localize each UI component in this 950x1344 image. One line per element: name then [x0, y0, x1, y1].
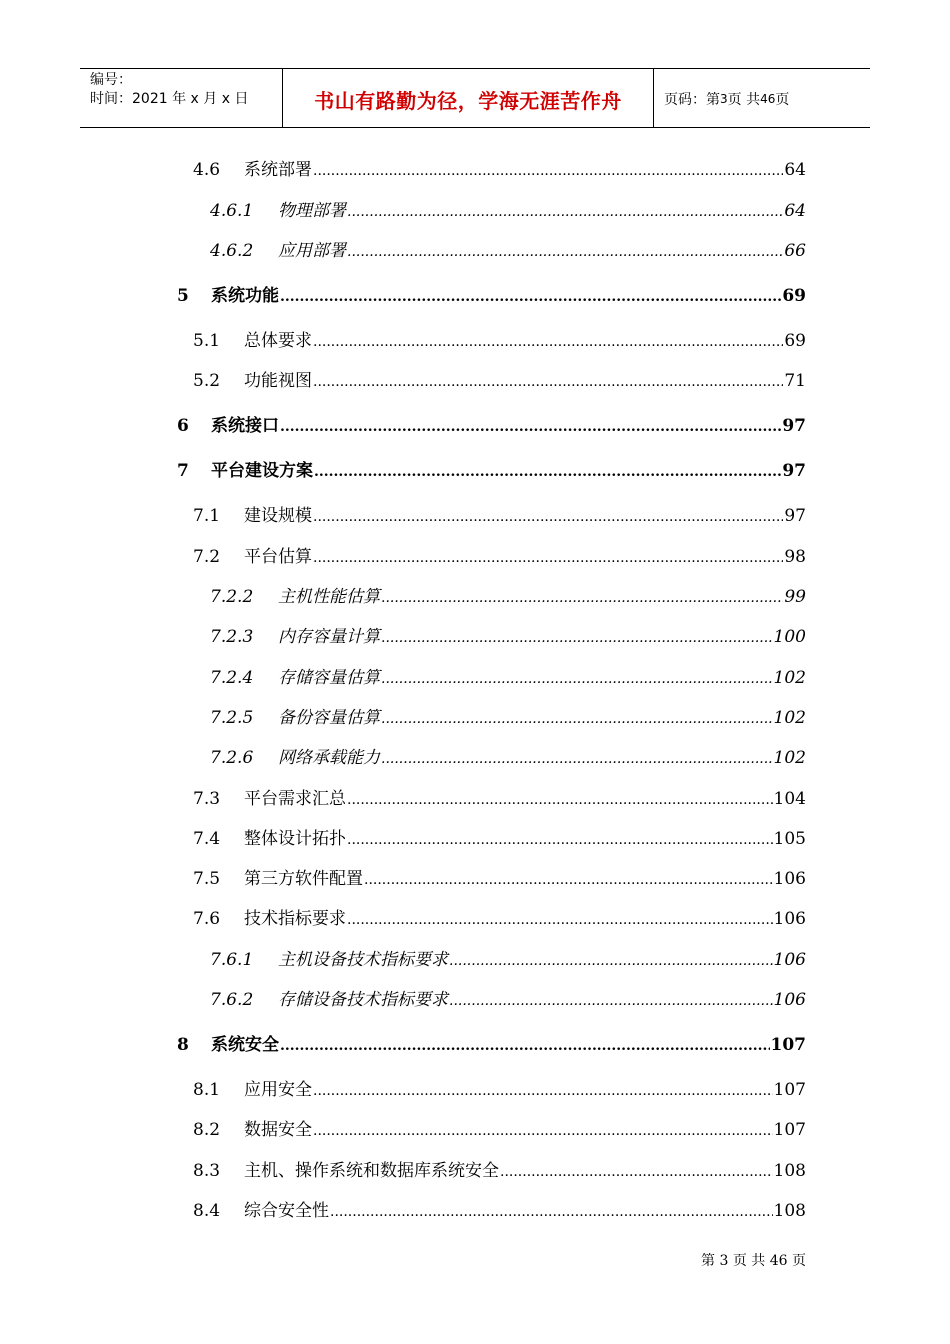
- toc-entry-number: 5.1: [193, 331, 221, 351]
- toc-entry-title: 主机性能估算: [278, 587, 380, 607]
- toc-entry-title: 系统部署: [244, 160, 312, 180]
- toc-entry-number: 7.4: [193, 829, 221, 849]
- header-page-info: [654, 69, 870, 127]
- toc-entry-page: 69: [782, 286, 806, 306]
- page-header: [80, 68, 870, 128]
- toc-entry-page: 107: [773, 1120, 806, 1140]
- toc-entry-page: 106: [773, 909, 806, 929]
- toc-entry-number: 7.2: [193, 547, 221, 567]
- toc-entry-page: 98: [784, 547, 806, 567]
- toc-entry[interactable]: [193, 1196, 806, 1220]
- serial-label: 编号：: [90, 72, 132, 88]
- toc-entry-number: 7.3: [193, 789, 221, 809]
- toc-entry[interactable]: [177, 281, 806, 305]
- toc-entry-page: 99: [784, 587, 806, 607]
- header-page-prefix: 页码：第: [664, 92, 720, 108]
- header-page-mid: 页 共: [727, 92, 761, 108]
- header-page-current: 3: [720, 92, 728, 106]
- time-label: 时间：2021 年 x 月 x 日: [90, 91, 249, 107]
- toc-entry-number: 7.2.6: [210, 748, 254, 768]
- toc-entry[interactable]: [210, 663, 806, 687]
- footer-total: 46: [769, 1253, 788, 1269]
- toc-leader-dots: [381, 630, 773, 646]
- toc-entry-page: 107: [770, 1035, 806, 1055]
- header-page-total: 46: [760, 92, 776, 106]
- toc-entry[interactable]: [193, 1156, 806, 1180]
- toc-entry-title: 内存容量计算: [278, 627, 380, 647]
- toc-leader-dots: [347, 204, 783, 220]
- toc-leader-dots: [280, 1038, 770, 1054]
- toc-entry-page: 71: [784, 371, 806, 391]
- footer-prefix: 第: [700, 1253, 715, 1269]
- toc-leader-dots: [381, 590, 783, 606]
- toc-entry-title: 建设规模: [244, 506, 312, 526]
- toc-leader-dots: [381, 671, 773, 687]
- header-motto-cell: [282, 69, 654, 127]
- toc-entry-page: 64: [784, 160, 806, 180]
- toc-leader-dots: [313, 334, 783, 350]
- toc-entry[interactable]: [210, 703, 806, 727]
- toc-entry-title: 技术指标要求: [244, 909, 346, 929]
- toc-entry-page: 102: [773, 748, 806, 768]
- toc-leader-dots: [313, 1123, 773, 1139]
- toc-leader-dots: [313, 509, 783, 525]
- toc-entry-number: 6: [177, 416, 189, 436]
- header-meta: [80, 69, 282, 127]
- toc-leader-dots: [381, 751, 773, 767]
- toc-entry-number: 7.5: [193, 869, 221, 889]
- toc-leader-dots: [280, 289, 781, 305]
- toc-leader-dots: [280, 419, 781, 435]
- toc-entry-page: 108: [773, 1161, 806, 1181]
- toc-entry[interactable]: [193, 1075, 806, 1099]
- toc-entry-number: 7.2.4: [210, 668, 254, 688]
- footer-mid: 页 共: [732, 1253, 766, 1269]
- toc-entry-page: 102: [773, 668, 806, 688]
- toc-entry-number: 8.4: [193, 1201, 221, 1221]
- toc-entry[interactable]: [193, 784, 806, 808]
- toc-leader-dots: [449, 993, 773, 1009]
- toc-entry-title: 数据安全: [244, 1120, 312, 1140]
- toc-entry-number: 7: [177, 461, 189, 481]
- toc-entry[interactable]: [193, 824, 806, 848]
- toc-entry-page: 102: [773, 708, 806, 728]
- toc-entry-number: 7.2.5: [210, 708, 254, 728]
- toc-entry-page: 69: [784, 331, 806, 351]
- toc-leader-dots: [313, 550, 783, 566]
- toc-entry-title: 主机设备技术指标要求: [278, 950, 448, 970]
- toc-entry[interactable]: [210, 622, 806, 646]
- toc-entry-title: 物理部署: [278, 201, 346, 221]
- toc-entry-page: 97: [782, 461, 806, 481]
- toc-entry-title: 整体设计拓扑: [244, 829, 346, 849]
- toc-entry-number: 8: [177, 1035, 189, 1055]
- toc-leader-dots: [381, 711, 773, 727]
- toc-entry-page: 107: [773, 1080, 806, 1100]
- toc-entry-page: 108: [773, 1201, 806, 1221]
- toc-leader-dots: [500, 1164, 773, 1180]
- toc-entry-page: 66: [784, 241, 806, 261]
- toc-entry-page: 104: [773, 789, 806, 809]
- toc-entry[interactable]: [177, 456, 806, 480]
- toc-entry-number: 7.6.1: [210, 950, 254, 970]
- toc-entry-title: 总体要求: [244, 331, 312, 351]
- toc-entry-number: 4.6.1: [210, 201, 254, 221]
- toc-entry-title: 第三方软件配置: [244, 869, 363, 889]
- toc-entry-number: 8.3: [193, 1161, 221, 1181]
- toc-entry[interactable]: [177, 1030, 806, 1054]
- footer-current: 3: [719, 1253, 729, 1269]
- toc-entry[interactable]: [210, 196, 806, 220]
- toc-entry-title: 综合安全性: [244, 1201, 329, 1221]
- toc-entry-number: 7.2.3: [210, 627, 254, 647]
- toc-entry-title: 平台需求汇总: [244, 789, 346, 809]
- toc-entry[interactable]: [193, 864, 806, 888]
- toc-entry-number: 8.1: [193, 1080, 221, 1100]
- toc-entry-page: 106: [773, 990, 806, 1010]
- toc-entry-title: 备份容量估算: [278, 708, 380, 728]
- toc-leader-dots: [313, 374, 783, 390]
- toc-leader-dots: [330, 1204, 773, 1220]
- toc-entry-title: 系统安全: [211, 1035, 279, 1055]
- toc-leader-dots: [347, 244, 783, 260]
- toc-entry-title: 主机、操作系统和数据库系统安全: [244, 1161, 499, 1181]
- toc-entry-page: 105: [773, 829, 806, 849]
- toc-entry[interactable]: [210, 985, 806, 1009]
- toc-entry-page: 106: [773, 950, 806, 970]
- toc-entry[interactable]: [210, 945, 806, 969]
- toc-entry-title: 存储设备技术指标要求: [278, 990, 448, 1010]
- toc-entry[interactable]: [210, 582, 806, 606]
- toc-entry-number: 4.6: [193, 160, 221, 180]
- toc-entry[interactable]: [177, 411, 806, 435]
- header-page-suffix: 页: [775, 92, 790, 108]
- header-motto: 书山有路勤为径，学海无涯苦作舟: [314, 88, 622, 113]
- toc-entry-number: 4.6.2: [210, 241, 254, 261]
- toc-entry-page: 97: [782, 416, 806, 436]
- toc-entry-page: 64: [784, 201, 806, 221]
- page-footer: [701, 1250, 806, 1270]
- toc-entry[interactable]: [193, 326, 806, 350]
- toc-entry-title: 系统接口: [211, 416, 279, 436]
- toc-leader-dots: [449, 953, 773, 969]
- toc-entry[interactable]: [210, 743, 806, 767]
- toc-leader-dots: [313, 1083, 773, 1099]
- toc-entry[interactable]: [193, 1115, 806, 1139]
- toc-entry-title: 平台建设方案: [211, 461, 313, 481]
- toc-entry[interactable]: [210, 236, 806, 260]
- toc-entry-number: 8.2: [193, 1120, 221, 1140]
- toc-entry-page: 100: [773, 627, 806, 647]
- toc-entry-title: 应用部署: [278, 241, 346, 261]
- toc-entry-title: 网络承载能力: [278, 748, 380, 768]
- toc-entry-number: 7.2.2: [210, 587, 254, 607]
- toc-entry[interactable]: [193, 366, 806, 390]
- toc-entry-title: 应用安全: [244, 1080, 312, 1100]
- toc-entry-title: 存储容量估算: [278, 668, 380, 688]
- toc-entry-page: 97: [784, 506, 806, 526]
- toc-entry-number: 5: [177, 286, 189, 306]
- toc-leader-dots: [313, 163, 783, 179]
- toc-entry-number: 7.6: [193, 909, 221, 929]
- toc-entry[interactable]: [193, 904, 806, 928]
- toc-leader-dots: [347, 832, 773, 848]
- toc-entry[interactable]: [193, 155, 806, 179]
- toc-leader-dots: [347, 792, 773, 808]
- toc-leader-dots: [347, 912, 773, 928]
- toc-entry-number: 7.6.2: [210, 990, 254, 1010]
- toc-entry-number: 7.1: [193, 506, 221, 526]
- toc-leader-dots: [364, 872, 773, 888]
- toc-entry-page: 106: [773, 869, 806, 889]
- toc-entry[interactable]: [193, 501, 806, 525]
- toc-entry-number: 5.2: [193, 371, 221, 391]
- toc-entry-title: 功能视图: [244, 371, 312, 391]
- toc-leader-dots: [314, 464, 781, 480]
- footer-suffix: 页: [792, 1253, 806, 1269]
- toc-entry-title: 系统功能: [211, 286, 279, 306]
- toc-entry-title: 平台估算: [244, 547, 312, 567]
- toc-entry[interactable]: [193, 542, 806, 566]
